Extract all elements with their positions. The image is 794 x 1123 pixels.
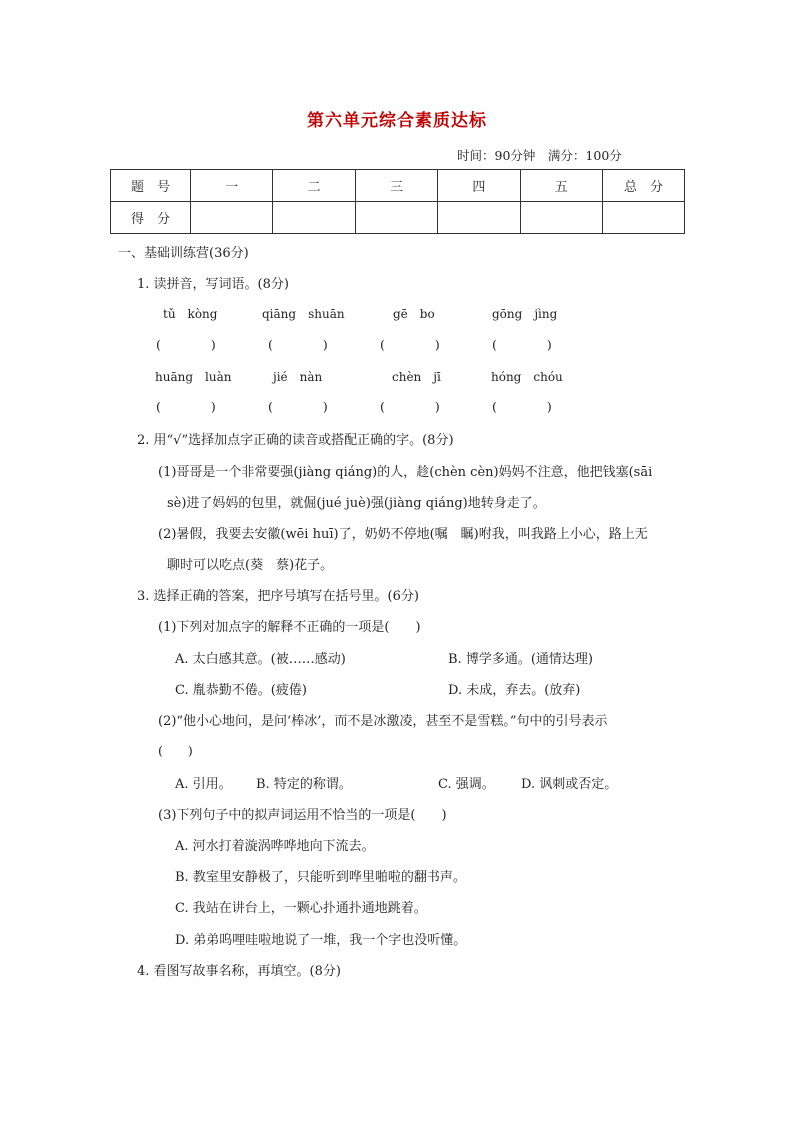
- option-b[interactable]: B. 教室里安静极了，只能听到哗里啪啦的翻书声。: [175, 870, 466, 885]
- score-input-cell[interactable]: [438, 202, 520, 234]
- score-input-cell[interactable]: [520, 202, 602, 234]
- question-4-prompt: 4. 看图写故事名称，再填空。(8分): [137, 964, 341, 979]
- option-b[interactable]: B. 博学多通。(通情达理): [448, 652, 593, 667]
- score-header-cell: 三: [355, 170, 437, 202]
- pinyin: huāng luàn: [155, 370, 232, 384]
- question-2-sentence-1: (1)哥哥是一个非常要强(jiàng qiáng)的人，趁(chèn cèn)妈妈不注意，他把钱塞(sāi: [158, 465, 653, 480]
- pinyin: chèn jī: [392, 370, 441, 384]
- score-header-cell: 二: [273, 170, 355, 202]
- score-header-cell: 一: [191, 170, 273, 202]
- score-input-cell[interactable]: [191, 202, 273, 234]
- question-2-sentence-2-cont: 聊时可以吃点(葵 蔡)花子。: [167, 558, 334, 573]
- score-table-score-row: [111, 202, 685, 234]
- answer-blank[interactable]: ( ): [158, 743, 193, 758]
- score-header-cell: 总 分: [603, 170, 685, 202]
- pinyin: gōng jìng: [492, 307, 558, 321]
- score-header-cell: 题 号: [111, 170, 191, 202]
- answer-blank[interactable]: ( ): [156, 337, 216, 352]
- question-2-prompt: 2. 用“√”选择加点字正确的读音或搭配正确的字。(8分): [137, 433, 454, 448]
- score-input-cell[interactable]: [273, 202, 355, 234]
- question-3-sub-2: (2)“他小心地问，是问‘棒冰’，而不是冰激凌，甚至不是雪糕。”句中的引号表示: [158, 714, 608, 729]
- question-2-sentence-2: (2)暑假，我要去安徽(wēi huī)了，奶奶不停地(嘱 瞩)咐我，叫我路上小心，路上无: [158, 527, 648, 542]
- pinyin: qiāng shuān: [262, 307, 345, 321]
- score-table-header-row: [111, 170, 685, 202]
- page-title: 第六单元综合素质达标: [307, 111, 487, 131]
- answer-blank[interactable]: ( ): [268, 399, 328, 414]
- question-3-sub-3: (3)下列句子中的拟声词运用不恰当的一项是( ): [158, 808, 447, 823]
- score-input-cell[interactable]: [603, 202, 685, 234]
- answer-blank[interactable]: ( ): [492, 337, 552, 352]
- option-d[interactable]: D. 弟弟呜哩哇啦地说了一堆，我一个字也没听懂。: [175, 933, 467, 948]
- question-3-prompt: 3. 选择正确的答案，把序号填写在括号里。(6分): [137, 589, 419, 604]
- option-b[interactable]: B. 特定的称谓。: [256, 777, 352, 792]
- exam-full-score: 满分：100分: [547, 148, 622, 163]
- answer-blank[interactable]: ( ): [380, 337, 440, 352]
- score-table: [110, 169, 685, 234]
- pinyin: jié nàn: [273, 370, 323, 384]
- pinyin: tǔ kòng: [163, 307, 218, 321]
- option-c[interactable]: C. 我站在讲台上，一颗心扑通扑通地跳着。: [175, 901, 427, 916]
- answer-blank[interactable]: ( ): [492, 399, 552, 414]
- question-2-sentence-1-cont: sè)进了妈妈的包里，就倔(jué juè)强(jiàng qiáng)地转身走了。: [167, 496, 546, 511]
- answer-blank[interactable]: ( ): [156, 399, 216, 414]
- answer-blank[interactable]: ( ): [380, 399, 440, 414]
- pinyin: hóng chóu: [491, 370, 563, 384]
- section-heading: 一、基础训练营(36分): [118, 246, 249, 261]
- option-c[interactable]: C. 胤恭勤不倦。(疲倦): [175, 683, 307, 698]
- exam-time: 时间：90分钟: [457, 148, 536, 163]
- question-1-prompt: 1. 读拼音，写词语。(8分): [137, 277, 289, 292]
- score-header-cell: 五: [520, 170, 602, 202]
- score-row-label: 得 分: [111, 202, 191, 234]
- option-d[interactable]: D. 未成，弃去。(放弃): [448, 683, 581, 698]
- option-d[interactable]: D. 讽刺或否定。: [521, 777, 618, 792]
- pinyin: gē bo: [393, 307, 435, 321]
- score-input-cell[interactable]: [355, 202, 437, 234]
- option-a[interactable]: A. 引用。: [175, 777, 232, 792]
- answer-blank[interactable]: ( ): [268, 337, 328, 352]
- exam-meta: [457, 146, 622, 164]
- option-c[interactable]: C. 强调。: [438, 777, 495, 792]
- option-a[interactable]: A. 河水打着漩涡哗哗地向下流去。: [175, 839, 375, 854]
- option-a[interactable]: A. 太白感其意。(被……感动): [175, 652, 346, 667]
- question-3-sub-1: (1)下列对加点字的解释不正确的一项是( ): [158, 620, 421, 635]
- score-header-cell: 四: [438, 170, 520, 202]
